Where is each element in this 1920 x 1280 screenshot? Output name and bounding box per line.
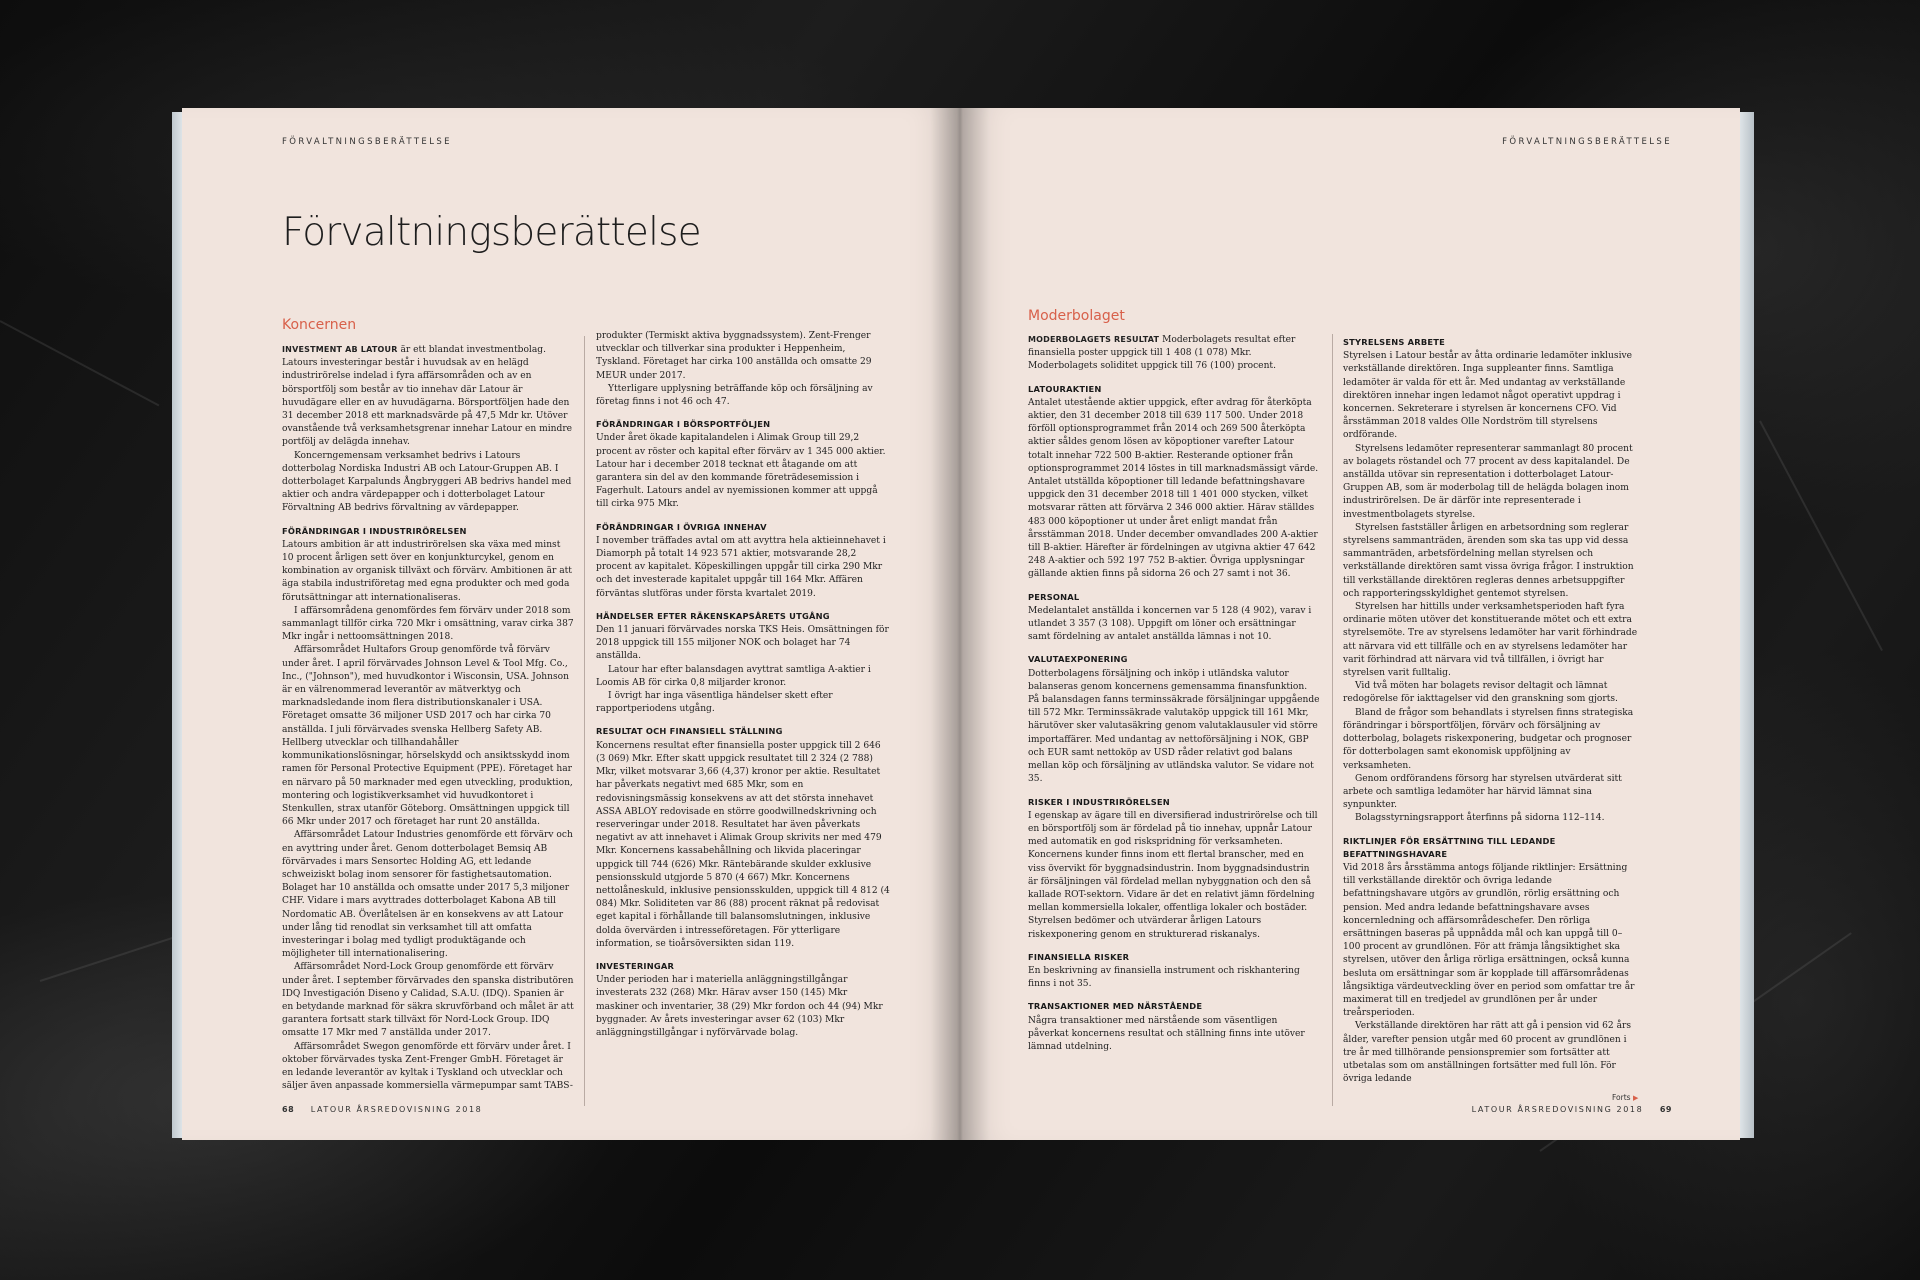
paragraph (596, 974, 892, 1040)
paragraph (282, 1041, 574, 1094)
publication-name: LATOUR ÅRSREDOVISNING 2018 (310, 1105, 483, 1114)
paragraph (1028, 397, 1320, 582)
paragraph (282, 644, 574, 829)
subheading: TRANSAKTIONER MED NÄRSTÅENDE (1028, 1001, 1203, 1012)
paragraph-text: Ytterligare upplysning beträffande köp och försäljning av företag finns i not 46 och 47. (596, 383, 873, 408)
paragraph-text: I affärsområdena genomfördes fem förvärv under 2018 som sammanlagt tillför cirka 720 Mkr i omsättning, varav cirka 387 Mkr ingår i nettoomsättningen 2018. (282, 605, 574, 643)
subheading: VALUTAEXPONERING (1028, 654, 1128, 665)
paragraph (282, 605, 574, 645)
paragraph-text: Bland de frågor som behandlats i styrelsen finns strategiska förändringar i börsportföljen, förvärv och försäljning av dotterbolag, bolagets riskexponering, budgetar och prognoser för dotterbolagen samt ekonomisk uppföljning av verksamheten. (1343, 707, 1634, 771)
subheading: STYRELSENS ARBETE (1343, 337, 1445, 347)
paragraph (1343, 350, 1638, 442)
paragraph (282, 450, 574, 516)
paragraph (1028, 965, 1320, 991)
paragraph-text: Vid 2018 års årsstämma antogs följande riktlinjer: Ersättning till verkställande direktör och övriga ledande befattningshavare utgörs av grundlön, rörlig ersättning och pension. Med andra ledande befattningshavare avses koncernledning och affärsområdeschefer. Den rörliga ersättningen baseras på uppnådda mål och kan uppgå till 0–100 procent av grundlönen. För att främja långsiktighet ska styrelsen, utöver den årliga rörliga ersättningen, också kunna besluta om ersättningar som är kopplade till affärsområdenas långsiktiga värdeutveckling över en period som omfattar tre år maximerat till en tredjedel av grundlönen per år under treårsperioden. (1343, 862, 1635, 1019)
paragraph-text: Medelantalet anställda i koncernen var 5 128 (4 902), varav i utlandet 3 357 (3 108). Uppgift om löner och ersättningar samt fördelning av antalet anställda lämnas i not 10. (1028, 605, 1312, 643)
paragraph-text: Koncernens resultat efter finansiella poster uppgick till 2 646 (3 069) Mkr. Efter skatt uppgick resultatet till 2 324 (2 788) Mkr, vilket motsvarar 3,66 (4,37) kronor per aktie. Resultatet har påverkats negativt med 685 Mkr, som en redovisningsmässig konsekvens av att det största innehavet ASSA ABLOY redovisade en större goodwillnedskrivning och reserveringar under 2018. Resultatet har även påverkats negativt av att innehavet i Alimak Group skrivits ner med 479 Mkr. Koncernens kassabehållning och likvida placeringar uppgick till 744 (626) Mkr. Räntebärande skulder exklusive pensionsskuld utgjorde 5 870 (4 667) Mkr. Koncernens nettolåneskuld, inklusive pensionsskulden, uppgick till 4 812 (4 084) Mkr. Soliditeten var 86 (88) procent räknat på redovisat eget kapital i förhållande till balansomslutningen, inklusive dolda övervärden i intresseföretagen. För ytterligare information, se tioårsöversikten sidan 119. (596, 740, 890, 949)
paragraph-text: produkter (Termiskt aktiva byggnadssystem). Zent-Frenger utvecklar och tillverkar sina produkter i Heppenheim, Tyskland. Företaget har cirka 100 anställda och omsatte 29 MEUR under 2017. (596, 331, 872, 381)
column-rule (1332, 334, 1333, 1106)
paragraph-text: Styrelsen fastställer årligen en arbetsordning som reglerar styrelsens sammanträden, ärenden som ska tas upp vid dessa sammanträden, arbetsfördelning mellan styrelsen och verkställande direktören samt vissa övriga frågor. I instruktion till verkställande direktören regleras dennes arbetsuppgifter och rapporteringsskyldighet gentemot styrelsen. (1343, 522, 1634, 599)
paragraph-text: Latours ambition är att industrirörelsen ska växa med minst 10 procent årligen sett över en konjunkturcykel, genom en kombination av organisk tillväxt och förvärv. Ambitionen är att äga stabila industriföretag med egna produkter och med goda förutsättningar att internationaliseras. (282, 539, 572, 603)
arrow-right-icon: ▶ (1632, 1094, 1639, 1102)
running-header: FÖRVALTNINGSBERÄTTELSE (282, 137, 452, 147)
paragraph (282, 829, 574, 961)
paragraph (1343, 812, 1638, 825)
page-number: 69 (1659, 1105, 1672, 1114)
paragraph-text: Antalet utestående aktier uppgick, efter avdrag för återköpta aktier, den 31 december 2018 till 639 117 500. Under 2018 förföll optionsprogrammet från 2014 och 269 500 återköpta aktier såldes genom lösen av köpoptioner varefter Latour totalt innehar 722 500 B-aktier. Resterande optioner från optionsprogrammet 2014 löstes in till marknadsmässigt värde. Antalet utställda köpoptioner till ledande befattningshavare uppgick den 31 december 2018 till 1 401 000 stycken, vilket motsvarar rätten att förvärva 2 346 000 aktier. Härav ställdes 483 000 köpoptioner ut under året enligt mandat från årsstämman 2018. Under december omvandlades 200 A-aktier till B-aktier. Härefter är fördelningen av utgivna aktier 47 642 248 A-aktier och 592 197 752 B-aktier. Övriga upplysningar gällande aktien finns på sidorna 26 och 27 samt i not 36. (1028, 397, 1319, 580)
paragraph (1028, 810, 1320, 942)
paragraph (596, 624, 892, 664)
running-header: FÖRVALTNINGSBERÄTTELSE (1502, 137, 1672, 147)
paragraph (1343, 773, 1638, 813)
paragraph (282, 539, 574, 605)
paragraph (1343, 707, 1638, 773)
paragraph (1028, 333, 1320, 374)
paragraph (596, 535, 892, 601)
paragraph (1343, 443, 1638, 522)
section-heading: Moderbolaget (1028, 308, 1125, 324)
paragraph (1028, 1015, 1320, 1055)
paragraph (596, 664, 892, 690)
paragraph-text: Latour har efter balansdagen avyttrat samtliga A-aktier i Loomis AB för cirka 0,8 miljarder kronor. (596, 664, 871, 688)
section-heading: Koncernen (282, 317, 357, 333)
subheading: LATOURAKTIEN (1028, 383, 1102, 394)
paragraph-text: Styrelsen har hittills under verksamhetsperioden haft fyra ordinarie möten utöver det konstituerande mötet och ett extra styrelsemöte. Tre av styrelsens ledamöter har varit förhindrade att närvara vid ett tillfälle och en av styrelsens ledamöter har varit förhindrad att närvara vid två tillfällen, i övrigt har styrelsen varit fulltalig. (1343, 602, 1638, 679)
subheading: INVESTERINGAR (596, 960, 675, 971)
column-rule (584, 336, 585, 1106)
lead-in: INVESTMENT AB LATOUR (282, 345, 398, 354)
paragraph-text: I november träffades avtal om att avyttra hela aktieinnehavet i Diamorph på totalt 14 923 571 aktier, motsvarande 28,2 procent av kapitalet. Köpeskillingen uppgår till cirka 290 Mkr och det investerade kapitalet uppgår till 164 Mkr. Affären förväntas slutföras under första kvartalet 2019. (596, 535, 886, 599)
text-column-2 (596, 330, 892, 1040)
paragraph-text: Den 11 januari förvärvades norska TKS Heis. Omsättningen för 2018 uppgick till 155 miljoner NOK och bolaget har 74 anställda. (596, 625, 889, 662)
paragraph (596, 740, 892, 951)
folio (282, 1105, 482, 1114)
paragraph-text: I egenskap av ägare till en diversifierad industrirörelse och till en börsportfölj som är fördelad på tio innehav, uppnår Latour med automatik en god riskspridning för verksamheten. Koncernens kunder finns inom ett flertal branscher, med en viss övervikt för byggnadsindustrin. Inom byggnadsindustrin är försäljningen väl fördelad mellan nybyggnation och den så kallade ROT-sektorn. Vidare är det en relativt jämn fördelning mellan kommersiella lokaler, offentliga lokaler och bostäder. Styrelsen bedömer och utvärderar årligen Latours riskexponering genom en strukturerad riskanalys. (1028, 810, 1318, 940)
subheading: FINANSIELLA RISKER (1028, 951, 1130, 962)
paragraph-text: Koncerngemensam verksamhet bedrivs i Latours dotterbolag Nordiska Industri AB och Latour-Gruppen AB. I dotterbolaget Karpalunds Ångbryggeri AB bedrivs handel med aktier och andra värdepapper och i dotterbolaget Latour Förvaltning AB bedrivs förvaltning av värdepapper. (282, 450, 572, 514)
paragraph-text: Verkställande direktören har rätt att gå i pension vid 62 års ålder, varefter pension utgår med 60 procent av grundlönen i tre år med tillhörande pensionspremier som fortsätter att utbetalas som om anställningen fortsätter med full lön. För övriga ledande (1343, 1021, 1632, 1085)
paragraph (1028, 605, 1320, 645)
paragraph-text: Några transaktioner med närstående som väsentligen påverkat koncernens resultat och ställning finns inte utöver lämnad utdelning. (1028, 1015, 1305, 1052)
right-page (960, 108, 1740, 1140)
paragraph (282, 343, 574, 450)
text-column-2 (1343, 336, 1638, 1086)
paragraph (282, 961, 574, 1040)
paragraph (1343, 1020, 1638, 1086)
paragraph-text: I övrigt har inga väsentliga händelser skett efter rapportperiodens utgång. (596, 691, 833, 715)
page-number: 68 (282, 1105, 295, 1114)
paragraph-text: Under perioden har i materiella anläggningstillgångar investerats 232 (268) Mkr. Härav avser 150 (145) Mkr maskiner och inventarier, 38 (29) Mkr fordon och 44 (94) Mkr byggnader. Av årets investeringar avser 62 (103) Mkr anläggningstillgångar i nyförvärvade bolag. (596, 975, 883, 1038)
paragraph-text: Affärsområdet Latour Industries genomförde ett förvärv och en avyttring under året. Genom dotterbolaget Bemsiq AB förvärvades i mars Sensortec Holding AG, ett ledande schweiziskt bolag inom sensorer för fastighetsautomation. Bolaget har 10 anställda och omsatte under 2017 5,3 miljoner CHF. Vidare i mars avyttrades dotterbolaget Kabona AB till Nordomatic AB. Överlåtelsen är en konsekvens av att Latour under lång tid renodlat sin verksamhet till att omfatta investeringar i bolag med tydligt produktägande och möjligheter till internationalisering. (282, 830, 573, 960)
paragraph (1343, 601, 1638, 680)
paragraph-text: Vid två möten har bolagets revisor deltagit och lämnat redogörelse för iakttagelser vid den granskning som gjorts. (1343, 681, 1618, 705)
subheading: PERSONAL (1028, 591, 1080, 602)
folio (1472, 1105, 1672, 1114)
text-column-1 (282, 343, 574, 1093)
text-column-1 (1028, 333, 1320, 1054)
left-page (182, 108, 960, 1140)
subheading: RIKTLINJER FÖR ERSÄTTNING TILL LEDANDE BEFATTNINGSHAVARE (1343, 835, 1556, 859)
paragraph (596, 383, 892, 409)
paragraph-text: Styrelsens ledamöter representerar sammanlagt 80 procent av bolagets röstandel och 77 procent av dess kapitalandel. De anställda utövar sin representation i dotterbolaget Latour-Gruppen AB, som är moderbolag till de helägda bolagen inom industrirörelsen. De är därför inte representerade i investmentbolagets styrelse. (1343, 443, 1633, 520)
paragraph-text: är ett blandat investmentbolag. Latours investeringar består i huvudsak av en helägd industrirörelse indelad i fyra affärsområden och av en börsportfölj som består av tio innehav där Latour är huvudägare eller en av huvudägarna. Börsportföljen hade den 31 december 2018 ett marknadsvärde på 47,5 Mdr kr. Utöver ovanstående två verksamhetsgrenar innehar Latour en mindre portfölj av delägda innehav. (282, 345, 573, 448)
subheading: RESULTAT OCH FINANSIELL STÄLLNING (596, 726, 783, 737)
subheading: FÖRÄNDRINGAR I INDUSTRIRÖRELSEN (282, 525, 467, 536)
continued-label: Forts (1612, 1093, 1631, 1102)
subheading: FÖRÄNDRINGAR I BÖRSPORTFÖLJEN (596, 419, 771, 430)
paragraph (596, 690, 892, 716)
subheading: HÄNDELSER EFTER RÄKENSKAPSÅRETS UTGÅNG (596, 610, 830, 621)
paragraph (1343, 680, 1638, 706)
paragraph-text: Under året ökade kapitalandelen i Alimak Group till 29,2 procent av röster och kapital efter förvärv av 1 345 000 aktier. Latour har i december 2018 tecknat ett åtagande om att garantera sin del av den kommande företrädesemission i Fagerhult. Latours andel av nyemissionen kommer att uppgå till cirka 975 Mkr. (596, 433, 886, 510)
continued-marker (1612, 1093, 1638, 1102)
subheading: RISKER I INDUSTRIRÖRELSEN (1028, 796, 1170, 807)
paragraph (596, 330, 892, 383)
paragraph-text: Moderbolagets resultat efter finansiella poster uppgick till 1 408 (1 078) Mkr. Moderbolagets soliditet uppgick till 76 (100) procent. (1028, 335, 1296, 372)
paragraph-text: Dotterbolagens försäljning och inköp i utländska valutor balanseras genom koncernens gemensamma finansfunktion. På balansdagen fanns terminssäkrade försäljningar uppgående till 572 Mkr. Terminssäkrade valutaköp uppgick till 161 Mkr, härutöver sker valutasäkring genom valutaklausuler vid större importaffärer. Med undantag av nettoförsäljning i NOK, GBP och EUR samt nettoköp av USD råder relativt god balans mellan köp och försäljning av utländska valutor. Se vidare not 35. (1028, 668, 1320, 785)
paragraph (596, 432, 892, 511)
paragraph (1343, 522, 1638, 601)
paragraph-text: Styrelsen i Latour består av åtta ordinarie ledamöter inklusive verkställande direktören. Inga suppleanter finns. Samtliga ledamöter är valda för ett år. Med undantag av verkställande direktören innehar ingen ledamot något operativt uppdrag i koncernen. Sekreterare i styrelsen är koncernens CFO. Vid årsstämman 2018 valdes Olle Nordström till styrelsens ordförande. (1343, 351, 1633, 441)
paragraph-text: Bolagsstyrningsrapport återfinns på sidorna 112–114. (1355, 813, 1605, 824)
paragraph-text: Genom ordförandens försorg har styrelsen utvärderat sitt arbete och samtliga ledamöter har härvid lämnat sina synpunkter. (1343, 773, 1622, 811)
paragraph (1343, 862, 1638, 1020)
paragraph (1028, 668, 1320, 787)
paragraph-text: Affärsområdet Nord-Lock Group genomförde ett förvärv under året. I september förvärvades den spanska distributören IDQ Investigación Diseno y Calidad, S.A.U. (IDQ). Spanien är en betydande marknad för säkra skruvförband och målet är att garantera fortsatt stark tillväxt för Nord-Lock Group. IDQ omsatte 17 Mkr med 7 anställda under 2017. (282, 962, 574, 1039)
paragraph-text: Affärsområdet Hultafors Group genomförde två förvärv under året. I april förvärvades Johnson Level & Tool Mfg. Co., Inc., ("Johnson"), med huvudkontor i Wisconsin, USA. Johnson är en välrenommerad leverantör av mätverktyg och marknadsledande inom flera distributionskanaler i USA. Företaget omsatte 36 miljoner USD 2017 och har cirka 70 anställda. I juli förvärvades svenska Hellberg Safety AB. Hellberg utvecklar och tillhandahåller kommunikationslösningar, hörselskydd och ansiktsskydd inom ramen för Personal Protective Equipment (PPE). Företaget har en närvaro på 50 marknader med egen utveckling, produktion, montering och logistikverksamhet vid huvudkontoret i Stenkullen, strax utanför Göteborg. Omsättningen uppgick till 66 Mkr under 2017 och företaget har runt 20 anställda. (282, 645, 573, 828)
subheading: FÖRÄNDRINGAR I ÖVRIGA INNEHAV (596, 521, 767, 532)
page-title: Förvaltningsberättelse (282, 210, 701, 255)
paragraph-text: En beskrivning av finansiella instrument och riskhantering finns i not 35. (1028, 965, 1300, 990)
publication-name: LATOUR ÅRSREDOVISNING 2018 (1471, 1105, 1644, 1114)
paragraph-text: Affärsområdet Swegon genomförde ett förvärv under året. I oktober förvärvades tyska Zent-Frenger GmbH. Företaget är en ledande leverantör av kyltak i Tyskland och utvecklar och säljer även anpassade kommersiella värmepumpar samt TABS- (282, 1041, 573, 1092)
lead-in: MODERBOLAGETS RESULTAT (1028, 335, 1160, 344)
